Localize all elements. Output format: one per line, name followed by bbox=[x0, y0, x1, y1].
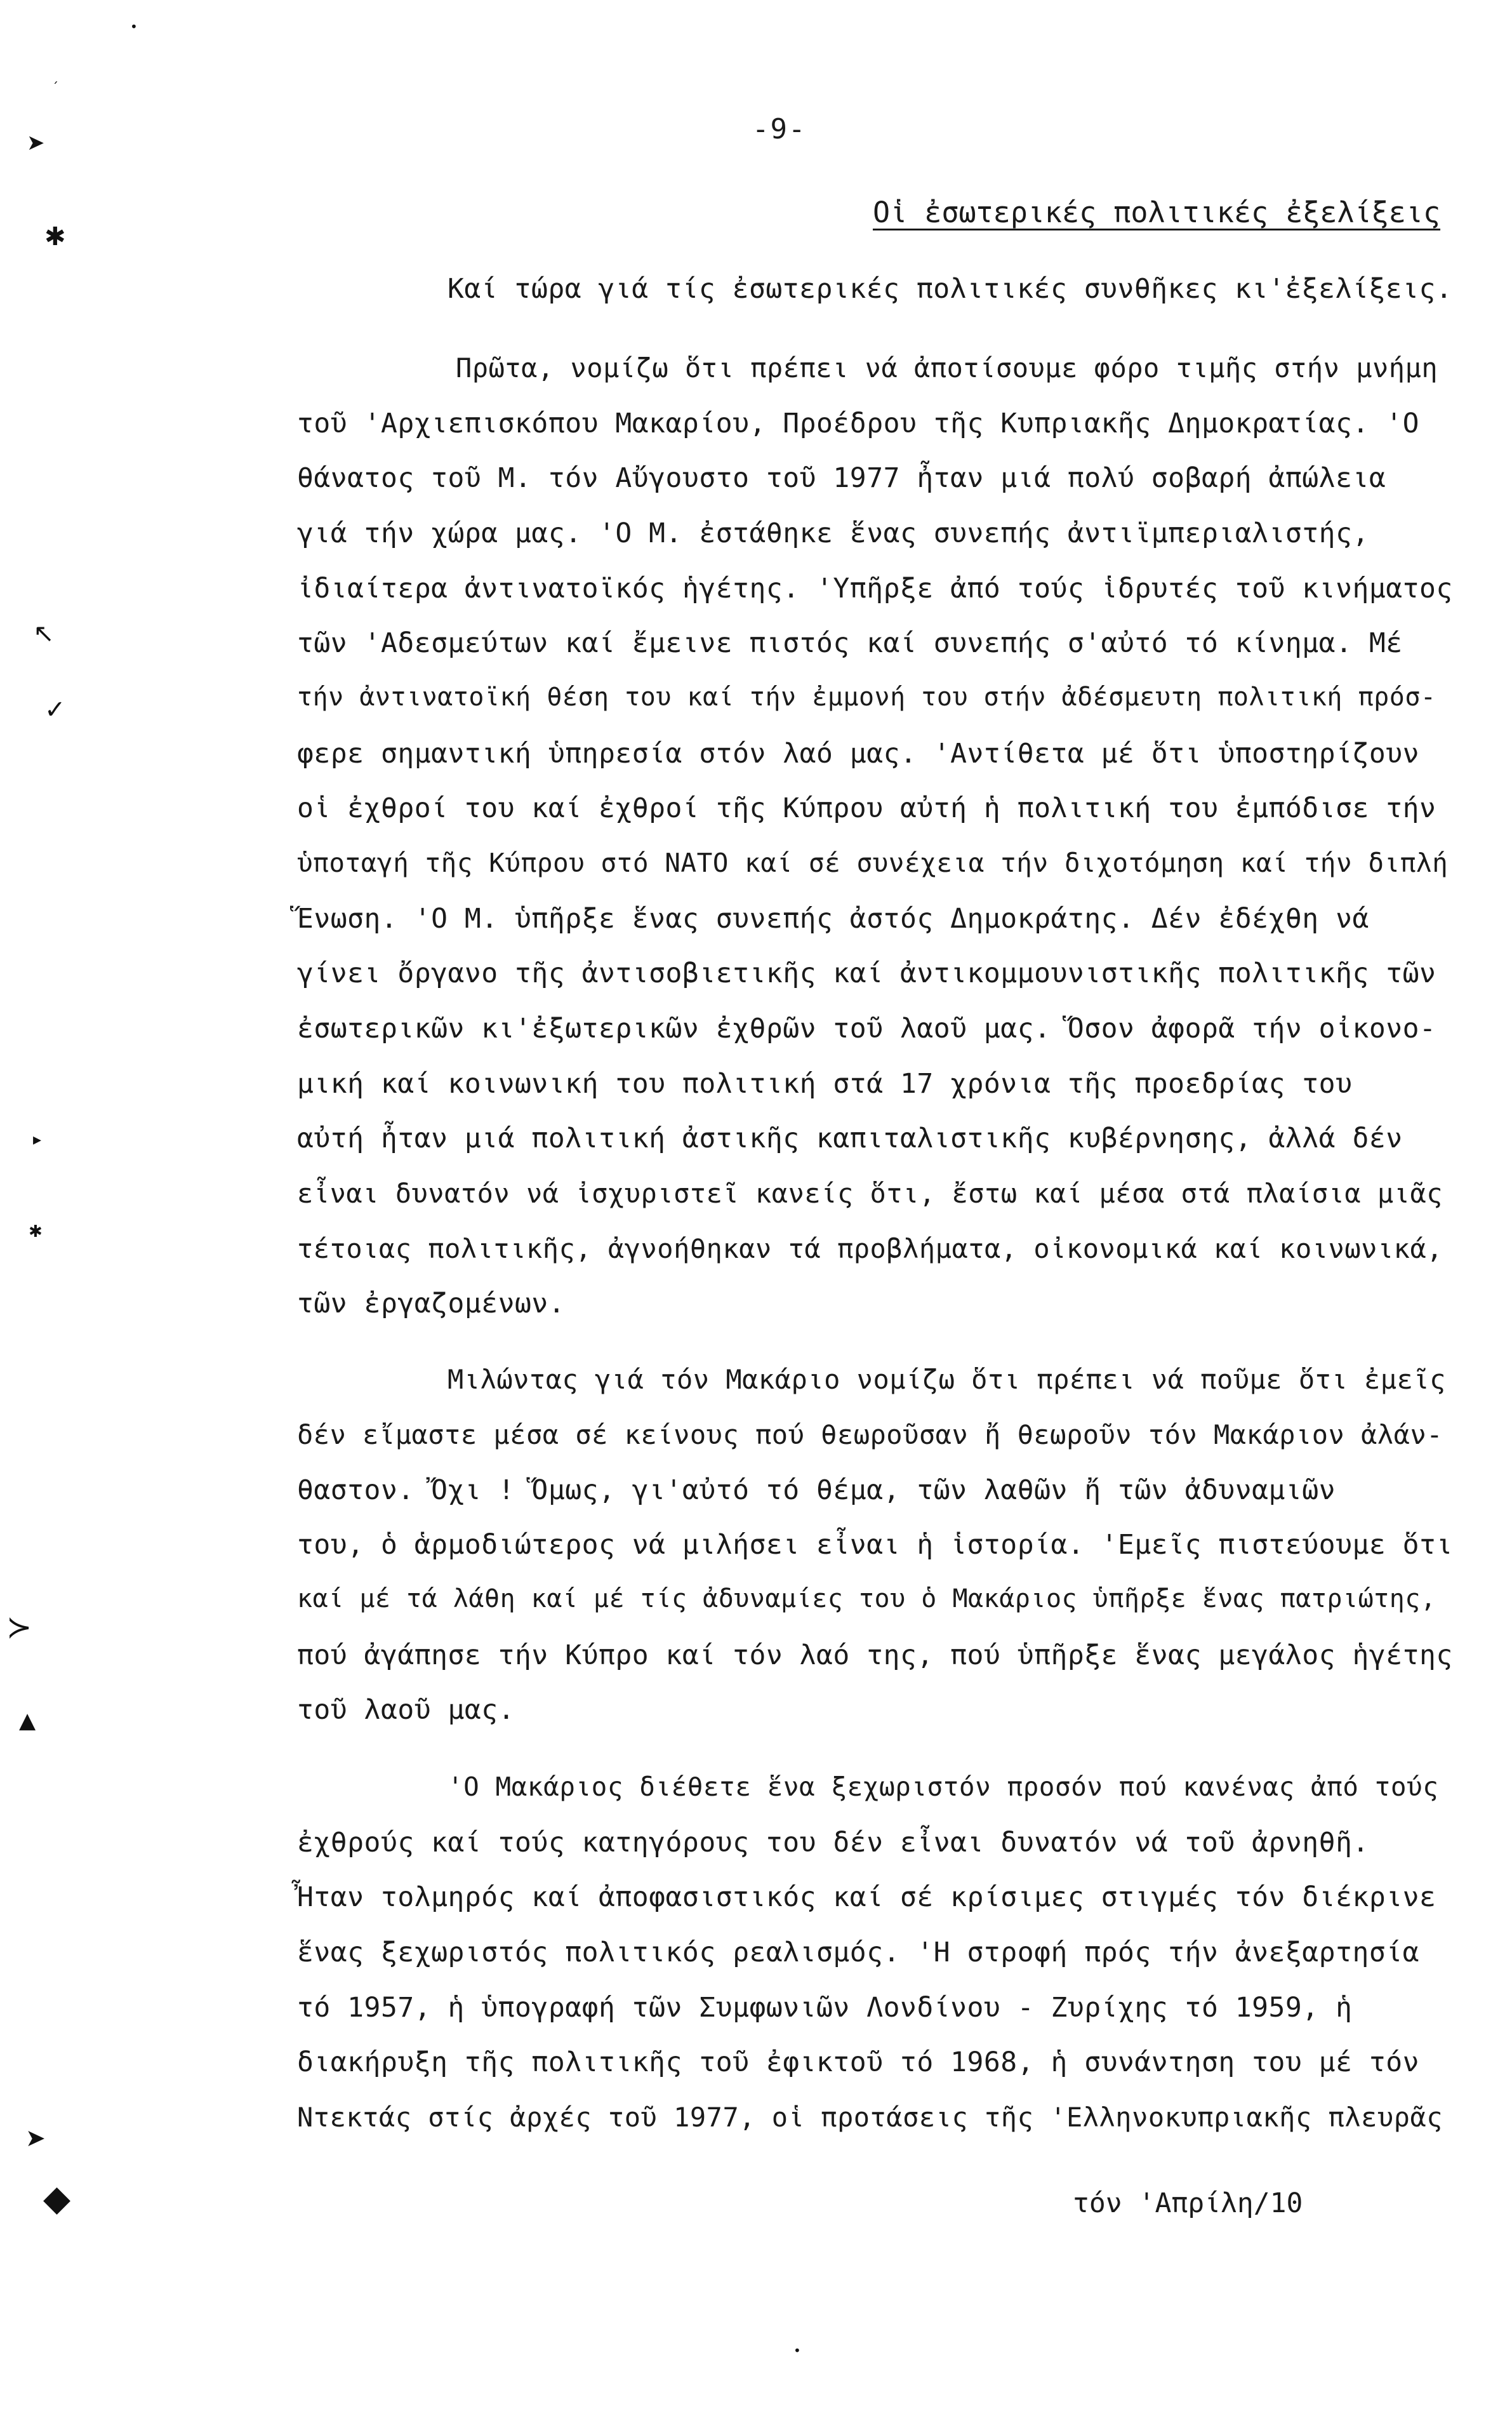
scan-speck-mark: ≻ bbox=[6, 1610, 32, 1645]
paragraph-line: τό 1957, ἡ ὑπογραφή τῶν Συμφωνιῶν Λονδίνου - Ζυρίχης τό 1959, ἡ bbox=[297, 1992, 1353, 2024]
paragraph-line: μική καί κοινωνική του πολιτική στά 17 χρόνια τῆς προεδρίας του bbox=[297, 1068, 1353, 1100]
scan-speck-mark: ˏ bbox=[52, 69, 58, 84]
intro-sentence: Καί τώρα γιά τίς ἐσωτερικές πολιτικές συνθῆκες κι'ἐξελίξεις. bbox=[448, 273, 1453, 305]
paragraph-line: θάνατος τοῦ Μ. τόν Αὔγουστο τοῦ 1977 ἦταν μιά πολύ σοβαρή ἀπώλεια bbox=[297, 462, 1386, 494]
scan-speck-mark: • bbox=[793, 2343, 801, 2358]
scan-speck-mark: ✱ bbox=[29, 1222, 43, 1241]
paragraph-line: πού ἀγάπησε τήν Κύπρο καί τόν λαό της, πού ὑπῆρξε ἕνας μεγάλος ἡγέτης bbox=[297, 1639, 1453, 1671]
scan-speck-mark: • bbox=[130, 19, 138, 34]
paragraph-line: 'Ο Μακάριος διέθετε ἕνα ξεχωριστόν προσόν πού κανένας ἀπό τούς bbox=[448, 1772, 1439, 1802]
paragraph-line: ὑποταγή τῆς Κύπρου στό ΝΑΤΟ καί σέ συνέχεια τήν διχοτόμηση καί τήν διπλή bbox=[297, 848, 1449, 878]
paragraph-line: γιά τήν χώρα μας. 'Ο Μ. ἐστάθηκε ἕνας συνεπής ἀντιϊμπεριαλιστής, bbox=[297, 517, 1369, 549]
paragraph-line: ἐχθρούς καί τούς κατηγόρους του δέν εἶναι δυνατόν νά τοῦ ἀρνηθῆ. bbox=[297, 1827, 1369, 1858]
page-number: -9- bbox=[752, 113, 807, 145]
paragraph-line: τέτοιας πολιτικῆς, ἀγνοήθηκαν τά προβλήματα, οἰκονομικά καί κοινωνικά, bbox=[297, 1233, 1443, 1264]
paragraph-line: τοῦ λαοῦ μας. bbox=[297, 1694, 515, 1726]
paragraph-line: θαστον. Ὄχι ! Ὅμως, γι'αὐτό τό θέμα, τῶν λαθῶν ἤ τῶν ἀδυναμιῶν bbox=[297, 1474, 1336, 1506]
paragraph-line: Πρῶτα, νομίζω ὅτι πρέπει νά ἀποτίσουμε φόρο τιμῆς στήν μνήμη bbox=[456, 352, 1438, 384]
paragraph-line: Ντεκτάς στίς ἀρχές τοῦ 1977, οἱ προτάσεις τῆς 'Ελληνοκυπριακῆς πλευρᾶς bbox=[297, 2102, 1443, 2133]
scan-speck-mark: ▲ bbox=[19, 1708, 36, 1733]
paragraph-line: τήν ἀντινατοϊκή θέση του καί τήν ἐμμονή του στήν ἀδέσμευτη πολιτική πρόσ- bbox=[297, 683, 1436, 712]
paragraph-line: ἐσωτερικῶν κι'ἐξωτερικῶν ἐχθρῶν τοῦ λαοῦ μας. Ὅσον ἀφορᾶ τήν οἰκονο- bbox=[297, 1013, 1436, 1044]
paragraph-line: Μιλώντας γιά τόν Μακάριο νομίζω ὅτι πρέπει νά ποῦμε ὅτι ἐμεῖς bbox=[448, 1364, 1446, 1395]
scan-speck-mark: ✱ bbox=[44, 222, 66, 251]
scan-speck-mark: ◆ bbox=[43, 2178, 71, 2219]
paragraph-line: δέν εἴμαστε μέσα σέ κείνους πού θεωροῦσαν ἤ θεωροῦν τόν Μακάριον ἀλάν- bbox=[297, 1419, 1443, 1450]
scan-speck-mark: ✓ bbox=[44, 695, 66, 724]
paragraph-line: φερε σημαντική ὑπηρεσία στόν λαό μας. 'Αντίθετα μέ ὅτι ὑποστηρίζουν bbox=[297, 738, 1420, 770]
paragraph-line: αὐτή ἦταν μιά πολιτική ἀστικῆς καπιταλιστικῆς κυβέρνησης, ἀλλά δέν bbox=[297, 1123, 1403, 1154]
paragraph-line: ἕνας ξεχωριστός πολιτικός ρεαλισμός. 'Η στροφή πρός τήν ἀνεξαρτησία bbox=[297, 1937, 1420, 1968]
section-heading: Οἱ ἐσωτερικές πολιτικές ἐξελίξεις bbox=[873, 196, 1441, 229]
paragraph-line: τῶν ἐργαζομένων. bbox=[297, 1288, 566, 1319]
paragraph-line: του, ὁ ἁρμοδιώτερος νά μιλήσει εἶναι ἡ ἱστορία. 'Εμεῖς πιστεύουμε ὅτι bbox=[297, 1529, 1453, 1561]
paragraph-line: καί μέ τά λάθη καί μέ τίς ἀδυναμίες του ὁ Μακάριος ὑπῆρξε ἕνας πατριώτης, bbox=[297, 1584, 1436, 1613]
paragraph-line: τῶν 'Αδεσμεύτων καί ἔμεινε πιστός καί συνεπής σ'αὐτό τό κίνημα. Μέ bbox=[297, 627, 1403, 659]
paragraph-line: διακήρυξη τῆς πολιτικῆς τοῦ ἐφικτοῦ τό 1968, ἡ συνάντηση του μέ τόν bbox=[297, 2046, 1420, 2078]
scan-speck-mark: ↖ bbox=[33, 619, 55, 648]
paragraph-line: εἶναι δυνατόν νά ἰσχυριστεῖ κανείς ὅτι, ἔστω καί μέσα στά πλαίσια μιᾶς bbox=[297, 1178, 1443, 1209]
paragraph-line: ἰδιαίτερα ἀντινατοϊκός ἡγέτης. 'Υπῆρξε ἀπό τούς ἱδρυτές τοῦ κινήματος bbox=[297, 573, 1453, 604]
paragraph-line: τοῦ 'Αρχιεπισκόπου Μακαρίου, Προέδρου τῆς Κυπριακῆς Δημοκρατίας. 'Ο bbox=[297, 408, 1420, 439]
paragraph-line: οἱ ἐχθροί του καί ἐχθροί τῆς Κύπρου αὐτή ἡ πολιτική του ἐμπόδισε τήν bbox=[297, 792, 1436, 824]
paragraph-line: Ἕνωση. 'Ο Μ. ὑπῆρξε ἕνας συνεπής ἀστός Δημοκράτης. Δέν ἐδέχθη νά bbox=[297, 903, 1369, 935]
scan-speck-mark: ▸ bbox=[33, 1130, 42, 1149]
paragraph-line: γίνει ὄργανο τῆς ἀντισοβιετικῆς καί ἀντικομμουνιστικῆς πολιτικῆς τῶν bbox=[297, 958, 1436, 989]
scan-speck-mark: ➤ bbox=[27, 130, 45, 156]
scan-speck-mark: ➤ bbox=[25, 2124, 46, 2152]
catchword: τόν 'Απρίλη/10 bbox=[1073, 2187, 1303, 2219]
paragraph-line: Ἦταν τολμηρός καί ἀποφασιστικός καί σέ κρίσιμες στιγμές τόν διέκρινε bbox=[297, 1881, 1436, 1913]
